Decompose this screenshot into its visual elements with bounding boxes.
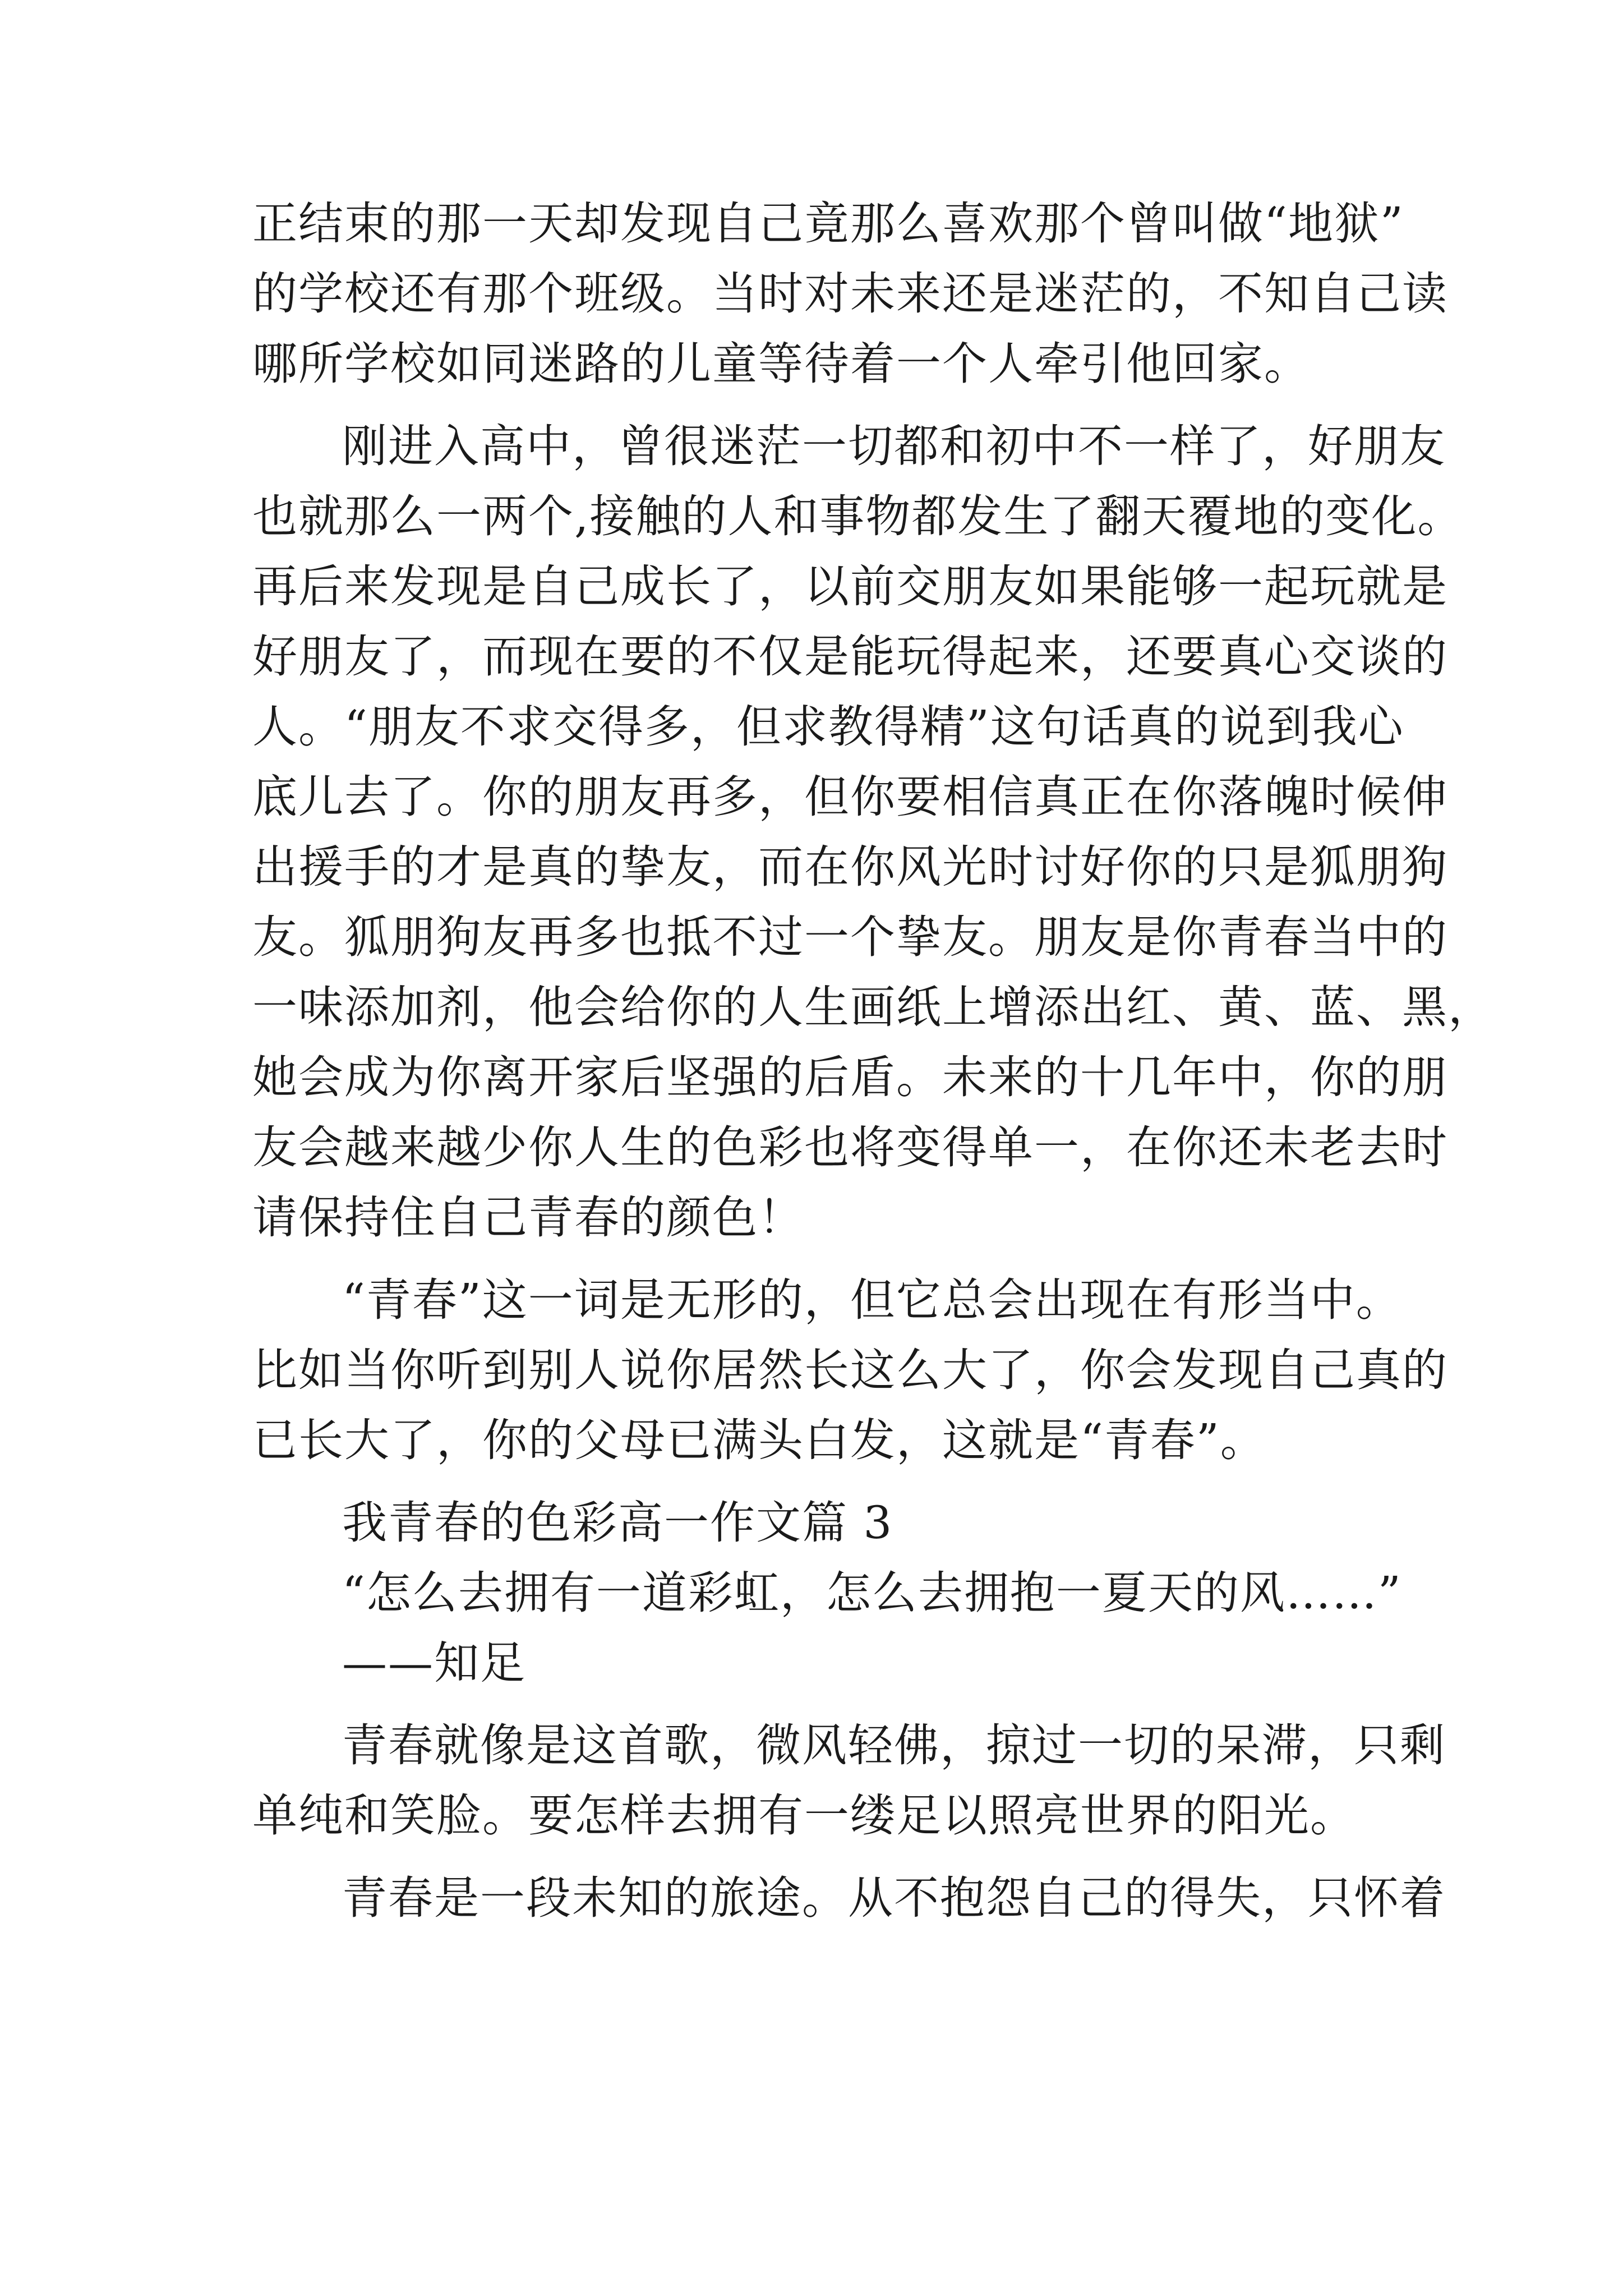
- text-line: 出援手的才是真的挚友，而在你风光时讨好你的只是狐朋狗: [252, 841, 1448, 893]
- text-line: 青春就像是这首歌，微风轻佛，掠过一切的呆滞，只剩: [342, 1719, 1446, 1772]
- text-line: 刚进入高中，曾很迷茫一切都和初中不一样了，好朋友: [342, 420, 1446, 472]
- text-line: 请保持住自己青春的颜色！: [252, 1191, 804, 1244]
- text-line: 底儿去了。你的朋友再多，但你要相信真正在你落魄时候伸: [252, 771, 1448, 823]
- text-line: 友。狐朋狗友再多也抵不过一个挚友。朋友是你青春当中的: [252, 911, 1448, 963]
- text-line: 友会越来越少你人生的色彩也将变得单一，在你还未老去时: [252, 1121, 1448, 1174]
- text-line: “怎么去拥有一道彩虹，怎么去拥抱一夏天的风……”: [342, 1567, 1402, 1619]
- text-line: 已长大了，你的父母已满头白发，这就是“青春”。: [252, 1414, 1266, 1466]
- text-line: 她会成为你离开家后坚强的后盾。未来的十几年中，你的朋: [252, 1051, 1448, 1103]
- text-line: 好朋友了，而现在要的不仅是能玩得起来，还要真心交谈的: [252, 631, 1448, 683]
- text-line: 我青春的色彩高一作文篇 3: [342, 1497, 893, 1549]
- text-line: “青春”这一词是无形的，但它总会出现在有形当中。: [342, 1274, 1402, 1326]
- text-line: 比如当你听到别人说你居然长这么大了，你会发现自己真的: [252, 1344, 1448, 1396]
- text-line: 哪所学校如同迷路的儿童等待着一个人牵引他回家。: [252, 338, 1310, 390]
- text-line: 青春是一段未知的旅途。从不抱怨自己的得失，只怀着: [342, 1872, 1446, 1924]
- text-line: 单纯和笑脸。要怎样去拥有一缕足以照亮世界的阳光。: [252, 1789, 1356, 1842]
- text-line: 再后来发现是自己成长了，以前交朋友如果能够一起玩就是: [252, 560, 1448, 613]
- text-line: 人。“朋友不求交得多，但求教得精”这句话真的说到我心: [252, 701, 1404, 753]
- body-text: [252, 188, 1494, 1933]
- text-line: 的学校还有那个班级。当时对未来还是迷茫的，不知自己读: [252, 268, 1448, 320]
- text-line: 也就那么一两个,接触的人和事物都发生了翻天覆地的变化。: [252, 490, 1464, 542]
- text-line: ——知足: [342, 1637, 526, 1689]
- text-line: 正结束的那一天却发现自己竟那么喜欢那个曾叫做“地狱”: [252, 197, 1404, 250]
- text-line: 一味添加剂，他会给你的人生画纸上增添出红、黄、蓝、黑，: [252, 981, 1494, 1033]
